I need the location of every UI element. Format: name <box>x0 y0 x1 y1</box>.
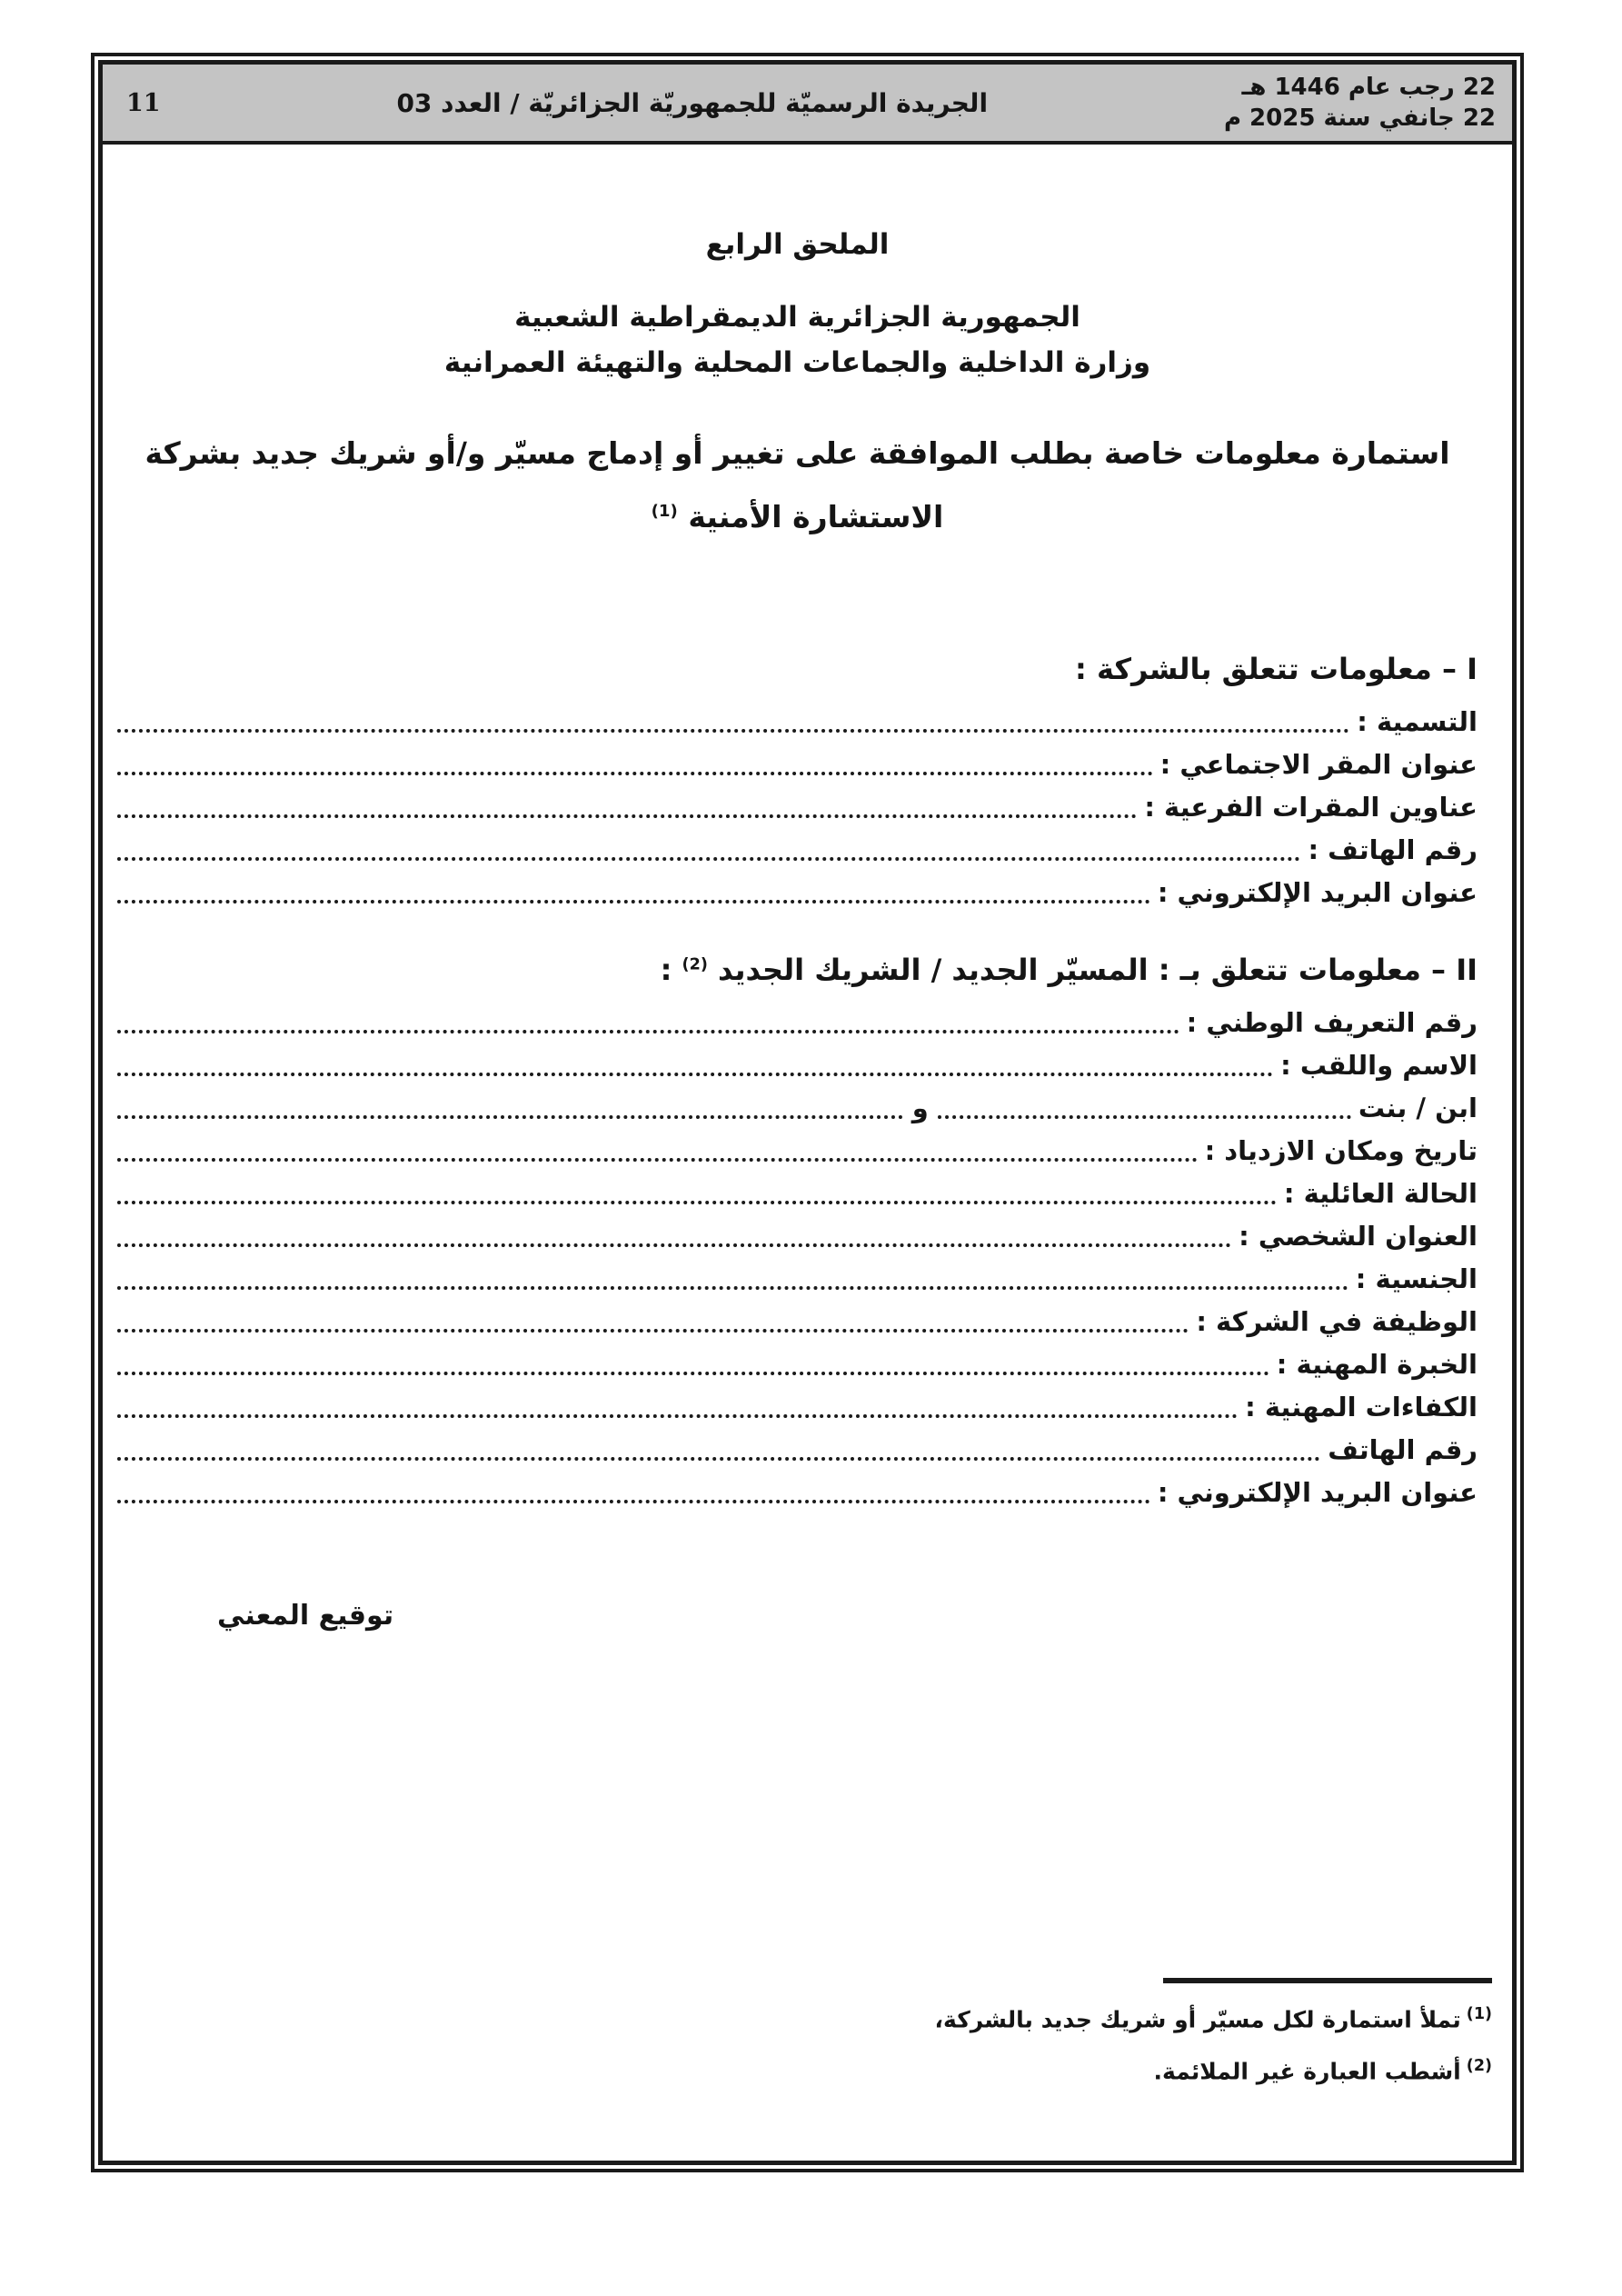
form-field-row <box>117 1048 1478 1083</box>
dotted-entry-line <box>117 1006 1179 1033</box>
form-field-row <box>117 1475 1478 1511</box>
form-field-row <box>117 1219 1478 1254</box>
dotted-entry-line <box>117 1134 1198 1162</box>
page-number: 11 <box>126 88 161 117</box>
form-field-row <box>117 1005 1478 1041</box>
page-header-band <box>103 65 1512 145</box>
field-label: عنوان البريد الإلكتروني : <box>1157 1477 1478 1508</box>
field-label: الاسم واللقب : <box>1280 1050 1478 1081</box>
form-field-row <box>117 1133 1478 1169</box>
field-label: عناوين المقرات الفرعية : <box>1144 792 1478 823</box>
page-border-frame <box>91 53 1524 2172</box>
dotted-entry-line <box>117 748 1153 775</box>
form-field-row <box>117 747 1478 783</box>
field-label: الوظيفة في الشركة : <box>1196 1306 1478 1337</box>
footnote-separator-rule <box>1163 1978 1492 1983</box>
section2-heading-colon: : <box>660 953 672 987</box>
form-field-row <box>117 790 1478 825</box>
dotted-entry-line <box>117 1433 1320 1461</box>
date-gregorian: 22 جانفي سنة 2025 م <box>1223 105 1496 132</box>
form-title <box>117 424 1478 546</box>
dotted-entry-line <box>117 1177 1277 1204</box>
footnote-text: أشطب العبارة غير الملائمة. <box>1153 2058 1461 2084</box>
form-field-row <box>117 1176 1478 1212</box>
section2-fields <box>117 1005 1478 1511</box>
section2-heading-text: II – معلومات تتعلق بـ : المسيّر الجديد / الشريك الجديد <box>718 953 1478 987</box>
footnote-list <box>123 2000 1492 2086</box>
form-field-row <box>117 1262 1478 1297</box>
form-field-row <box>117 1433 1478 1468</box>
footnote-line <box>123 2051 1492 2086</box>
footnote-line <box>123 2000 1492 2034</box>
form-field-row <box>117 833 1478 868</box>
field-label: الحالة العائلية : <box>1283 1178 1478 1209</box>
dotted-entry-line <box>117 1305 1189 1333</box>
dotted-entry-line <box>117 834 1300 861</box>
field-label: رقم الهاتف : <box>1308 834 1478 865</box>
form-field-row <box>117 1347 1478 1383</box>
section1-heading: I – معلومات تتعلق بالشركة : <box>1075 652 1478 686</box>
journal-title: الجريدة الرسميّة للجمهوريّة الجزائريّة / العدد 03 <box>396 87 989 118</box>
annex-title: الملحق الرابع <box>705 228 890 261</box>
issue-dates <box>1224 72 1496 134</box>
field-label: ابن / بنت <box>1358 1093 1478 1123</box>
ministry-title: وزارة الداخلية والجماعات المحلية والتهيئة العمرانية <box>443 346 1151 379</box>
form-field-row <box>117 1091 1478 1126</box>
form-title-line1: استمارة معلومات خاصة بطلب الموافقة على تغيير أو إدماج مسيّر و/أو شريك جديد بشركة <box>144 435 1450 471</box>
footnote-ref-1: (1) <box>651 502 678 521</box>
field-label: العنوان الشخصي : <box>1239 1221 1478 1252</box>
inner-border-frame <box>98 60 1517 2165</box>
date-hijri: 22 رجب عام 1446 هـ <box>1241 74 1496 101</box>
footnotes-block <box>123 1978 1492 2086</box>
dotted-entry-line <box>117 876 1150 903</box>
dotted-entry-line <box>117 791 1137 818</box>
dotted-entry-line <box>117 1391 1238 1418</box>
field-label: رقم الهاتف <box>1328 1434 1478 1465</box>
field-label: الجنسية : <box>1355 1263 1478 1294</box>
dotted-entry-line <box>117 1263 1348 1290</box>
field-label: الكفاءات المهنية : <box>1245 1392 1478 1423</box>
form-field-row <box>117 704 1478 740</box>
field-label: تاريخ ومكان الازدياد : <box>1204 1135 1478 1166</box>
field-label: رقم التعريف الوطني : <box>1186 1007 1478 1038</box>
footnote-ref: (2) <box>1460 2056 1492 2075</box>
republic-title: الجمهورية الجزائرية الديمقراطية الشعبية <box>514 301 1080 334</box>
dotted-entry-line <box>117 1476 1150 1503</box>
footnote-ref-2: (2) <box>682 955 708 974</box>
dotted-entry-line <box>117 1348 1269 1375</box>
field-connector: و <box>911 1093 929 1123</box>
signature-label: توقيع المعني <box>217 1600 394 1632</box>
dotted-entry-line <box>117 1092 903 1119</box>
dotted-entry-line <box>117 1220 1231 1247</box>
dotted-entry-line <box>117 705 1349 733</box>
footnote-text: تملأ استمارة لكل مسيّر أو شريك جديد بالشركة، <box>934 2006 1461 2033</box>
dotted-entry-line <box>938 1092 1351 1119</box>
dotted-entry-line <box>117 1049 1273 1076</box>
form-field-row <box>117 1390 1478 1425</box>
form-field-row <box>117 1304 1478 1340</box>
form-field-row <box>117 875 1478 911</box>
section2-heading <box>117 953 1478 987</box>
field-label: الخبرة المهنية : <box>1276 1349 1478 1380</box>
form-title-line2: الاستشارة الأمنية <box>688 499 944 534</box>
field-label: عنوان البريد الإلكتروني : <box>1157 877 1478 908</box>
section1-fields <box>117 704 1478 911</box>
field-label: التسمية : <box>1357 706 1478 737</box>
field-label: عنوان المقر الاجتماعي : <box>1159 749 1478 780</box>
document-body <box>103 145 1512 2161</box>
footnote-ref: (1) <box>1460 2005 1492 2024</box>
